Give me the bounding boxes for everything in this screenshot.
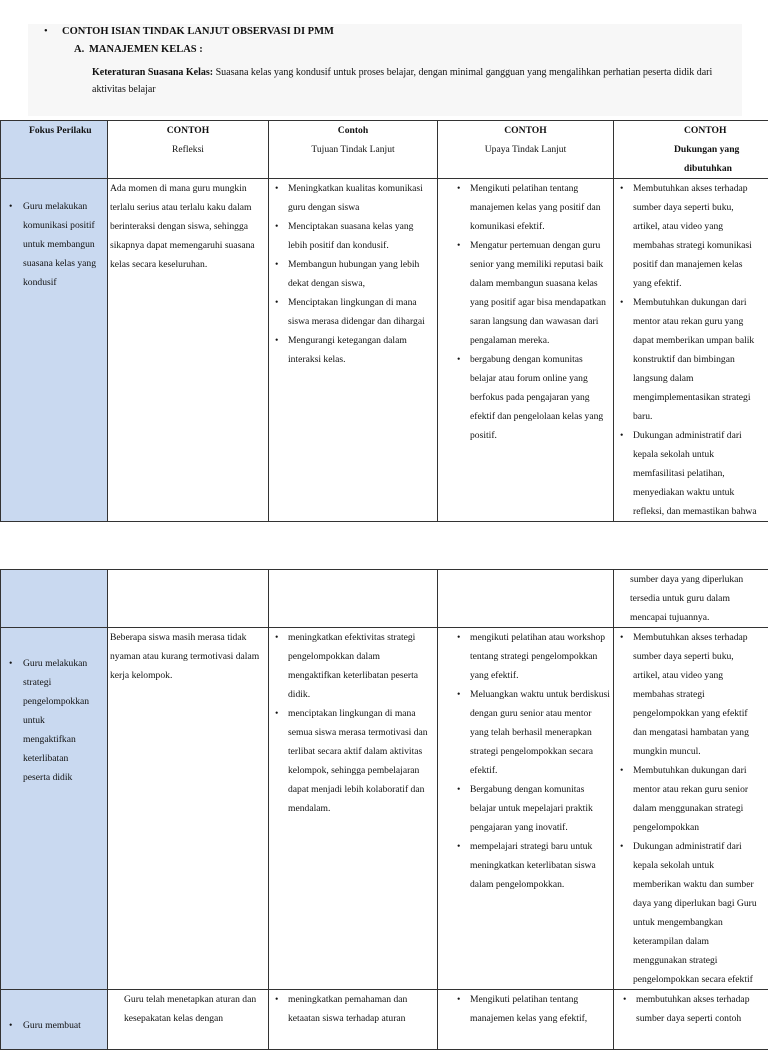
- table-row: [1, 179, 768, 522]
- list-item: • meningkatkan pemahaman dan ketaatan siswa terhadap aturan: [288, 990, 435, 1028]
- header-fokus-perilaku: Fokus Perilaku: [1, 121, 108, 179]
- list-item: • mempelajari strategi baru untuk meningkatkan keterlibatan siswa dalam pengelompokkan.: [470, 837, 611, 894]
- list-item: • Membutuhkan dukungan dari mentor atau rekan guru senior dalam menggunakan strategi pengelompokkan: [633, 761, 768, 837]
- list-item: • Mengikuti pelatihan tentang manajemen kelas yang positif dan komunikasi efektif.: [470, 179, 611, 236]
- list-item: • Mengatur pertemuan dengan guru senior yang memiliki reputasi baik dalam membangun suasana kelas yang positif agar bisa mendapatkan saran langsung dan wawasan dari pengalaman mereka.: [470, 236, 611, 350]
- cell-tujuan: [269, 990, 438, 1050]
- cell-refleksi: Ada momen di mana guru mungkin terlalu serius atau terlalu kaku dalam berinteraksi dengan siswa, sehingga sikapnya dapat memengaruhi suasana kelas secara keseluruhan.: [108, 179, 269, 522]
- cell-upaya: [438, 628, 614, 990]
- section-description: Keteraturan Suasana Kelas: Suasana kelas yang kondusif untuk proses belajar, dengan minimal gangguan yang mengalihkan perhatian peserta didik dari aktivitas belajar: [92, 64, 732, 98]
- list-item: • Membutuhkan dukungan dari mentor atau rekan guru yang dapat memberikan umpan balik konstruktif dan bimbingan langsung dalam mengimplementasikan strategi baru.: [633, 293, 768, 426]
- cell-fokus: • Guru membuat: [1, 990, 108, 1050]
- list-item: • mengikuti pelatihan atau workshop tentang strategi pengelompokkan yang efektif.: [470, 628, 611, 685]
- document-title: • CONTOH ISIAN TINDAK LANJUT OBSERVASI DI PMM: [44, 26, 334, 37]
- cell-fokus: • Guru melakukan komunikasi positif untuk membangun suasana kelas yang kondusif: [1, 179, 108, 522]
- cell-tujuan: [269, 628, 438, 990]
- list-item: • Dukungan administratif dari kepala sekolah untuk memfasilitasi pelatihan, menyediakan waktu untuk refleksi, dan memastikan bahwa: [633, 426, 768, 521]
- table-row: [1, 990, 768, 1050]
- list-item: • Mengurangi ketegangan dalam interaksi kelas.: [288, 331, 435, 369]
- header-tujuan: Contoh Tujuan Tindak Lanjut: [269, 121, 438, 179]
- cell-dukungan: [614, 628, 768, 990]
- cell-tujuan: [269, 179, 438, 522]
- list-item: • Membutuhkan akses terhadap sumber daya seperti buku, artikel, atau video yang membahas strategi pengelompokkan yang efektif dan mengatasi hambatan yang mungkin muncul.: [633, 628, 768, 761]
- cell-refleksi: Beberapa siswa masih merasa tidak nyaman atau kurang termotivasi dalam kerja kelompok.: [108, 628, 269, 990]
- cell-fokus: [1, 570, 108, 628]
- header-refleksi: CONTOH Refleksi: [108, 121, 269, 179]
- list-item: • Bergabung dengan komunitas belajar untuk mepelajari praktik pengajaran yang inovatif.: [470, 780, 611, 837]
- cell-tujuan: [269, 570, 438, 628]
- cell-dukungan-continued: sumber daya yang diperlukan tersedia untuk guru dalam mencapai tujuannya.: [614, 570, 768, 628]
- table-observasi-1: [0, 120, 768, 522]
- list-item: • membutuhkan akses terhadap sumber daya seperti contoh: [636, 990, 768, 1028]
- cell-dukungan: [614, 179, 768, 522]
- list-item: • Meningkatkan kualitas komunikasi guru dengan siswa: [288, 179, 435, 217]
- cell-upaya: [438, 570, 614, 628]
- list-item: • Membangun hubungan yang lebih dekat dengan siswa,: [288, 255, 435, 293]
- list-item: • bergabung dengan komunitas belajar atau forum online yang berfokus pada pengajaran yang efektif dan pengelolaan kelas yang positif.: [470, 350, 611, 445]
- table-observasi-2: [0, 569, 768, 1050]
- list-item: • Dukungan administratif dari kepala sekolah untuk memberikan waktu dan sumber daya yang diperlukan bagi Guru untuk mengembangkan keterampilan dalam menggunakan strategi pengelompokkan secara efektif: [633, 837, 768, 989]
- cell-dukungan: [614, 990, 768, 1050]
- list-item: • Meluangkan waktu untuk berdiskusi dengan guru senior atau mentor yang telah berhasil menerapkan strategi pengelompokkan secara efektif.: [470, 685, 611, 780]
- cell-upaya: [438, 990, 614, 1050]
- table-row: [1, 628, 768, 990]
- cell-refleksi: Guru telah menetapkan aturan dan kesepakatan kelas dengan: [108, 990, 269, 1050]
- list-item: • Membutuhkan akses terhadap sumber daya seperti buku, artikel, atau video yang membahas strategi komunikasi positif dan manajemen kelas yang efektif.: [633, 179, 768, 293]
- table-header-row: [1, 121, 768, 179]
- list-item: • Menciptakan lingkungan di mana siswa merasa didengar dan dihargai: [288, 293, 435, 331]
- list-item: • menciptakan lingkungan di mana semua siswa merasa termotivasi dan terlibat secara aktif dalam aktivitas kelompok, sehingga pembelajaran dapat menjadi lebih kolaboratif dan mendalam.: [288, 704, 435, 818]
- document-header: [28, 24, 742, 116]
- list-item: • Mengikuti pelatihan tentang manajemen kelas yang efektif,: [470, 990, 611, 1028]
- section-heading: A. MANAJEMEN KELAS :: [74, 44, 203, 55]
- cell-fokus: • Guru melakukan strategi pengelompokkan untuk mengaktifkan keterlibatan peserta didik: [1, 628, 108, 990]
- header-dukungan: CONTOH Dukungan yang dibutuhkan: [614, 121, 768, 179]
- cell-upaya: [438, 179, 614, 522]
- list-item: • Menciptakan suasana kelas yang lebih positif dan kondusif.: [288, 217, 435, 255]
- table-row: [1, 570, 768, 628]
- header-upaya: CONTOH Upaya Tindak Lanjut: [438, 121, 614, 179]
- cell-refleksi: [108, 570, 269, 628]
- list-item: • meningkatkan efektivitas strategi pengelompokkan dalam mengaktifkan keterlibatan peserta didik.: [288, 628, 435, 704]
